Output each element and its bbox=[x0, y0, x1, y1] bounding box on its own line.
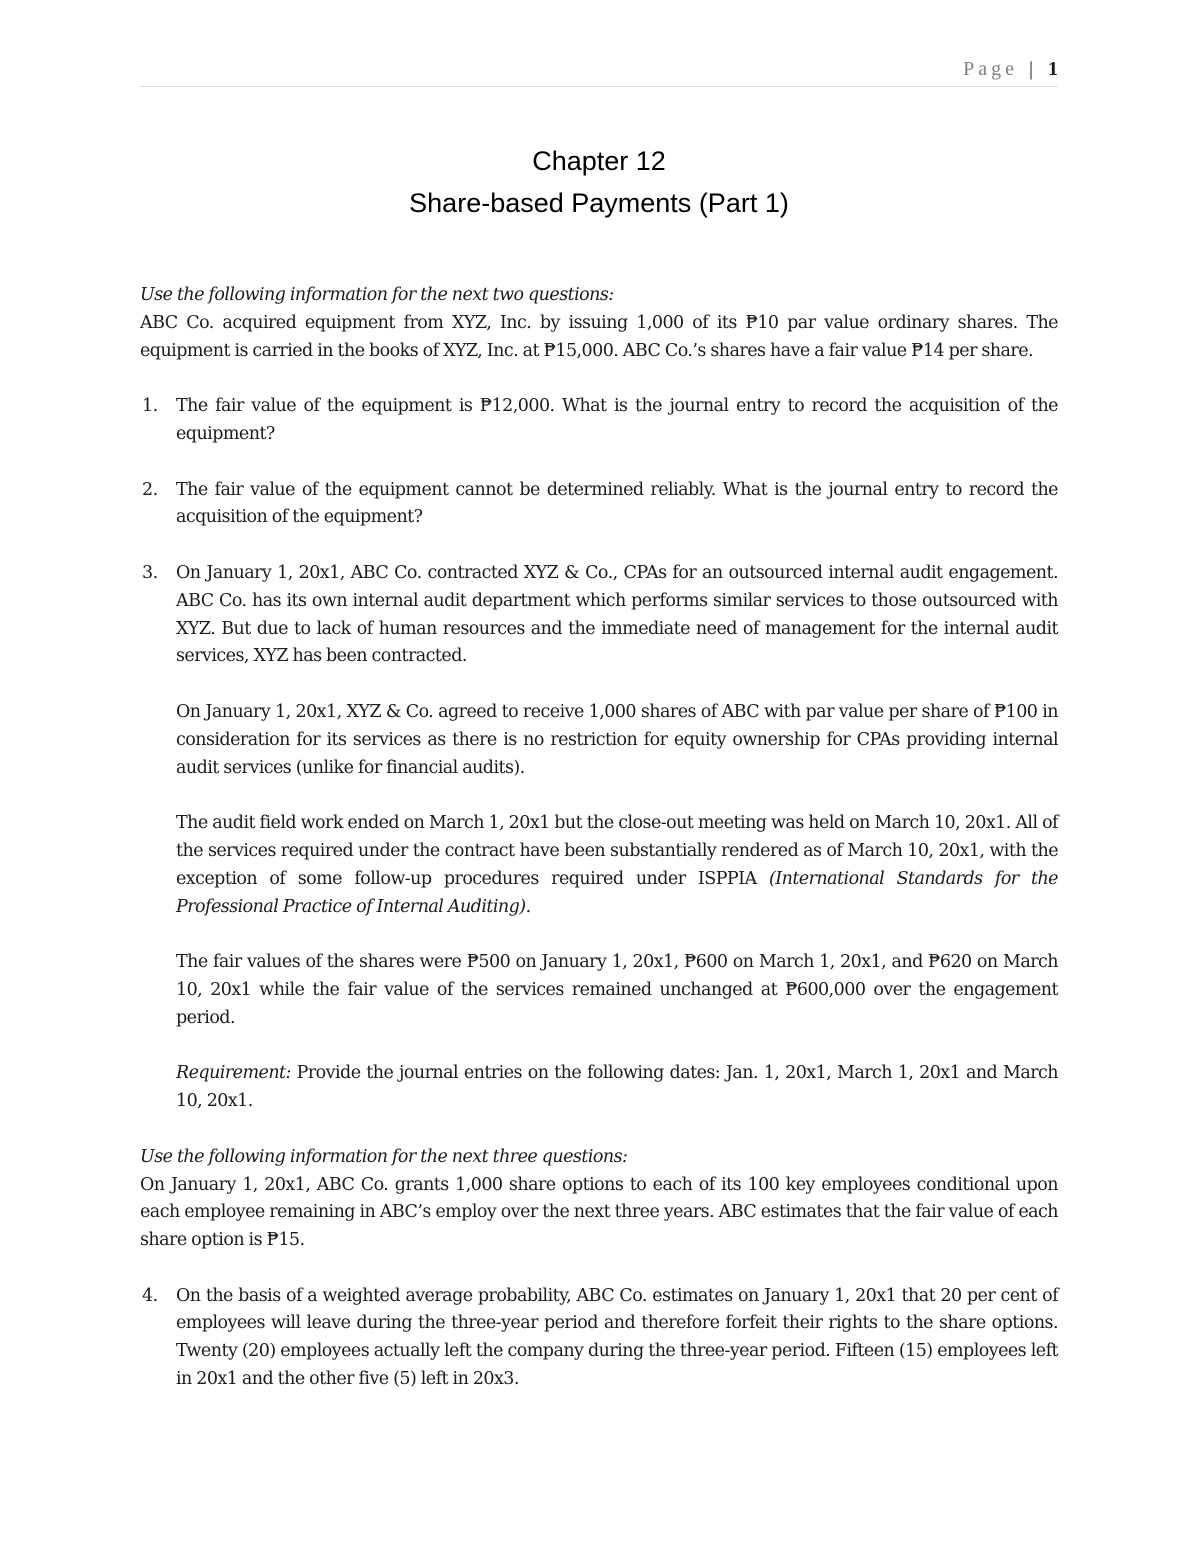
intro-label-2: Use the following information for the next three questions: bbox=[140, 1146, 628, 1167]
intro-text-2: On January 1, 20x1, ABC Co. grants 1,000 share options to each of its 100 key employees conditional upon each employee remaining in ABC’s employ over the next three years. ABC estimates that the fair value of each share option is ₱15. bbox=[140, 1174, 1058, 1251]
document-body bbox=[140, 282, 1058, 1422]
requirement-text: Provide the journal entries on the following dates: Jan. 1, 20x1, March 1, 20x1 and March 10, 20x1. bbox=[176, 1063, 1058, 1112]
question-3-paragraph-4: The fair values of the shares were ₱500 on January 1, 20x1, ₱600 on March 1, 20x1, and ₱620 on March 10, 20x1 while the fair value of the services remained unchanged at ₱600,000 over the engagement period. bbox=[176, 952, 1058, 1028]
chapter-subtitle: Share-based Payments (Part 1) bbox=[409, 188, 789, 218]
question-number: 4. bbox=[142, 1285, 158, 1306]
question-number: 2. bbox=[142, 479, 158, 500]
question-3-paragraph-3 bbox=[140, 810, 1058, 921]
question-2 bbox=[140, 477, 1058, 533]
question-text: On January 1, 20x1, ABC Co. contracted XYZ & Co., CPAs for an outsourced internal audit engagement. ABC Co. has its own internal audit department which performs similar services to those outsourced with XYZ. But due to lack of human resources and the immediate need of management for the internal audit services, XYZ has been contracted. bbox=[176, 562, 1058, 667]
intro-label-1: Use the following information for the next two questions: bbox=[140, 285, 614, 305]
question-3 bbox=[140, 560, 1058, 671]
paragraph-text: The audit field work ended on March 1, 20x1 but the close-out meeting was held on March 10, 20x1. All of the services required under the contract have been substantially rendered as of March 10, 20x1, with the exception of some follow-up procedures required under ISPPIA bbox=[176, 813, 1058, 889]
document-page bbox=[140, 0, 1058, 1553]
question-text: The fair value of the equipment cannot be determined reliably. What is the journal entry to record the acquisition of the equipment? bbox=[176, 479, 1058, 528]
page-number: 1 bbox=[1048, 58, 1058, 80]
question-text: The fair value of the equipment is ₱12,000. What is the journal entry to record the acquisition of the equipment? bbox=[176, 396, 1058, 444]
question-3-requirement bbox=[140, 1060, 1058, 1116]
paragraph-end: . bbox=[525, 896, 531, 917]
chapter-heading: Chapter 12 bbox=[532, 146, 666, 176]
question-4 bbox=[140, 1283, 1058, 1394]
question-3-paragraph-2: On January 1, 20x1, XYZ & Co. agreed to receive 1,000 shares of ABC with par value per share of ₱100 in consideration for its services as there is no restriction for equity ownership for CPAs providing internal audit services (unlike for financial audits). bbox=[176, 701, 1058, 778]
question-number: 1. bbox=[142, 396, 158, 417]
question-1 bbox=[140, 393, 1058, 449]
page-label: Page bbox=[963, 58, 1018, 80]
question-number: 3. bbox=[142, 562, 158, 583]
page-separator: | bbox=[1028, 58, 1033, 80]
header-divider bbox=[140, 86, 1058, 87]
isppia-definition: (International Standards for the Professional Practice of Internal Auditing) bbox=[176, 868, 1058, 917]
requirement-label: Requirement: bbox=[176, 1063, 291, 1084]
page-header bbox=[963, 58, 1058, 81]
chapter-title bbox=[140, 140, 1058, 224]
intro-text-1: ABC Co. acquired equipment from XYZ, Inc. by issuing 1,000 of its ₱10 par value ordinary shares. The equipment is carried in the books of XYZ, Inc. at ₱15,000. ABC Co.’s shares have a fair value ₱14 per share. bbox=[140, 312, 1058, 361]
question-text: On the basis of a weighted average probability, ABC Co. estimates on January 1, 20x1 that 20 per cent of employees will leave during the three-year period and therefore forfeit their rights to the share options. Twenty (20) employees actually left the company during the three-year period. Fifteen (15) employees left in 20x1 and the other five (5) left in 20x3. bbox=[176, 1285, 1058, 1390]
